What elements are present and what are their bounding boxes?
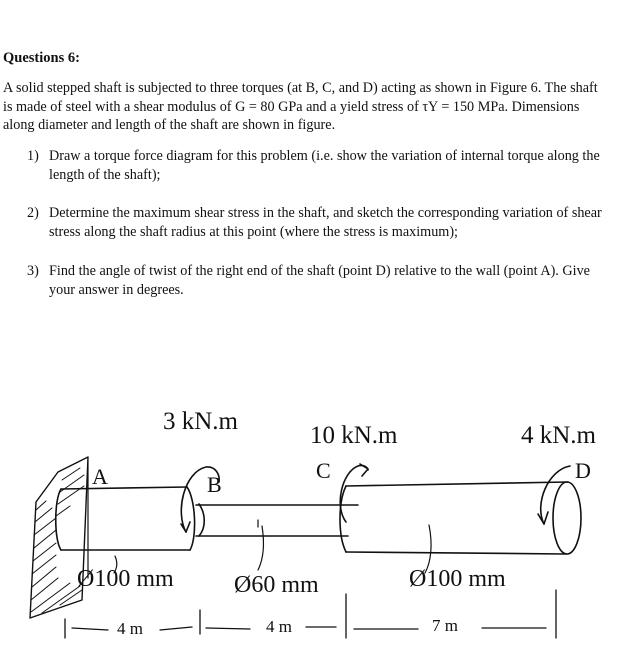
torque-arrow-d [538,466,570,524]
question-text: Draw a torque force diagram for this problem (i.e. show the variation of internal torque along the length of the shaft); [49,148,600,183]
question-number: 2) [27,205,39,221]
shaft-figure [0,400,627,663]
diameter-label-left: Ø100 mm [77,566,174,592]
torque-arrow-c [340,464,368,522]
shaft-segment-right [340,482,581,554]
length-label-left: 4 m [117,619,143,638]
length-label-right: 7 m [432,616,458,635]
point-label-b: B [207,472,222,497]
diameter-label-middle: Ø60 mm [234,572,319,598]
shaft-segment-middle [196,504,358,536]
torque-label-c: 10 kN.m [310,422,398,449]
question-number: 3) [27,263,39,279]
question-text: Find the angle of twist of the right end of the shaft (point D) relative to the wall (point A). Give your answer in degrees. [49,263,590,298]
question-heading: Questions 6: [3,50,80,66]
shaft-segment-left [56,487,195,550]
problem-statement: A solid stepped shaft is subjected to three torques (at B, C, and D) acting as shown in Figure 6. The shaft is made of steel with a shear modulus of G = 80 GPa and a yield stress of τY = 150 MPa. Dimensions along diameter and length of the shaft are shown in figure. [3,80,598,133]
torque-label-b: 3 kN.m [163,408,238,435]
point-label-d: D [575,458,591,483]
length-label-middle: 4 m [266,617,292,636]
fixed-wall [30,457,88,618]
question-number: 1) [27,148,39,164]
diameter-label-right: Ø100 mm [409,566,506,592]
question-text: Determine the maximum shear stress in the shaft, and sketch the corresponding variation of shear stress along the shaft radius at this point (where the stress is maximum); [49,205,602,240]
point-label-c: C [316,458,331,483]
point-label-a: A [92,464,108,489]
torque-label-d: 4 kN.m [521,422,596,449]
